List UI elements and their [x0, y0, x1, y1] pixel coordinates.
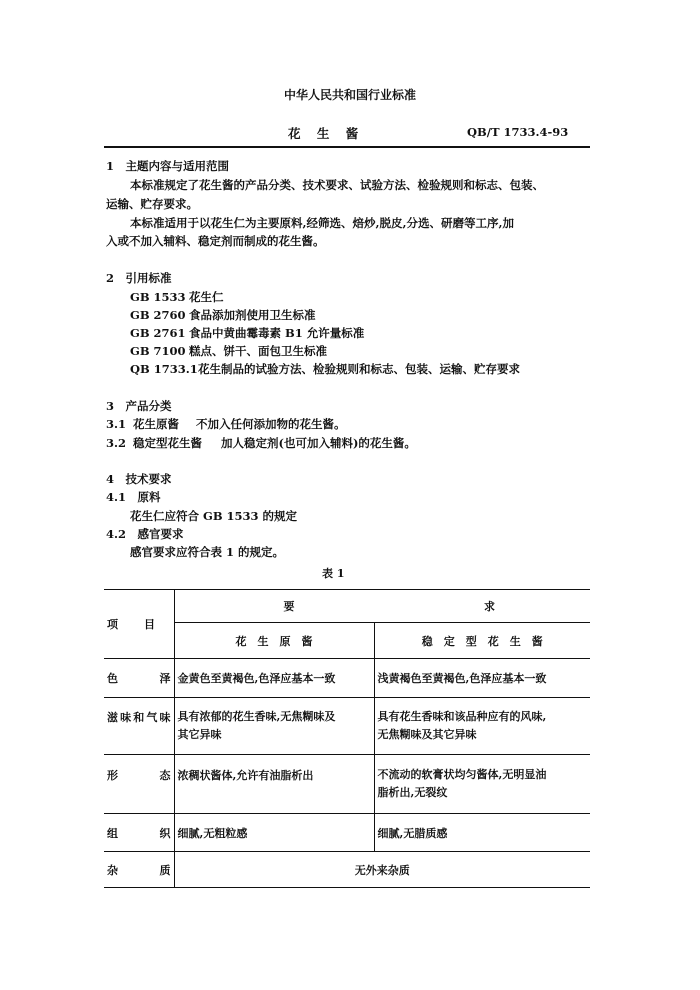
item-description: 不加入任何添加物的花生酱。	[196, 417, 346, 431]
row-label: 形态	[107, 769, 171, 782]
reference-code: QB 1733.1	[130, 362, 198, 376]
cell-line: 具有花生香味和该品种应有的风味,	[377, 710, 547, 723]
row-label-cell	[104, 755, 174, 814]
column-raw-peanut-butter	[174, 623, 374, 659]
reference-code: GB 2760	[130, 308, 186, 322]
table-row	[104, 659, 590, 698]
row-label: 组织	[107, 826, 171, 840]
table-header-row	[104, 590, 590, 623]
table-cell: 细腻,无腊质感	[374, 814, 590, 852]
table-cell: 浅黄褐色至黄褐色,色泽应基本一致	[374, 659, 590, 698]
section-1-p2-line1: 本标准适用于以花生仁为主要原料,经筛选、焙炒,脱皮,分选、研磨等工序,加	[130, 216, 515, 230]
subsection-4-1-text: 花生仁应符合 GB 1533 的规定	[130, 509, 298, 523]
reference-title: 食品添加剂使用卫生标准	[189, 308, 316, 322]
section-1-p1-line2: 运输、贮存要求。	[106, 197, 198, 211]
reference-code: GB 1533	[130, 290, 186, 304]
cell-line: 其它异味	[177, 728, 222, 741]
column-raw-peanut-butter-label: 花 生 原 酱	[235, 634, 313, 648]
item-term: 稳定型花生酱	[133, 436, 202, 450]
table-cell	[374, 698, 590, 755]
section-1-p1-line1: 本标准规定了花生酱的产品分类、技术要求、试验方法、检验规则和标志、包装、	[130, 178, 544, 192]
row-label: 色泽	[107, 672, 171, 685]
row-label: 滋味和气味	[107, 711, 171, 724]
requirement-header-cell	[174, 590, 590, 623]
reference-title: 食品中黄曲霉毒素 B1 允许量标准	[189, 326, 365, 340]
item-description: 加人稳定剂(也可加入辅料)的花生酱。	[221, 436, 416, 450]
subsection-4-1-heading: 4.1 原料	[106, 490, 161, 504]
subsection-4-2-heading: 4.2 感官要求	[106, 527, 184, 541]
requirement-header-right: 求	[484, 600, 495, 613]
header-rule	[104, 146, 590, 148]
row-label: 杂质	[107, 863, 171, 877]
section-2-heading: 2 引用标准	[106, 271, 172, 285]
table-row	[104, 755, 590, 814]
table-caption: 表 1	[322, 567, 345, 580]
item-header-cell	[104, 590, 174, 659]
item-term: 花生原酱	[133, 417, 179, 431]
table-cell: 金黄色至黄褐色,色泽应基本一致	[174, 659, 374, 698]
item-number: 3.1	[106, 417, 127, 431]
standard-code: QB/T 1733.4-93	[467, 125, 569, 139]
table-cell: 浓稠状酱体,允许有油脂析出	[174, 755, 374, 814]
table-cell	[174, 698, 374, 755]
sensory-requirements-table	[104, 589, 590, 888]
section-3-heading: 3 产品分类	[106, 399, 172, 413]
cell-line: 具有浓郁的花生香味,无焦糊味及	[177, 710, 336, 723]
reference-code: GB 7100	[130, 344, 186, 358]
subsection-4-2-text: 感官要求应符合表 1 的规定。	[130, 545, 285, 559]
row-label-cell	[104, 852, 174, 888]
item-header-label: 项 目	[107, 618, 155, 631]
column-stabilized-peanut-butter-label: 稳 定 型 花 生 酱	[421, 634, 543, 648]
section-1-p2-line2: 入或不加入辅料、稳定剂而制成的花生酱。	[106, 234, 325, 248]
row-label-cell	[104, 659, 174, 698]
table-subheader-row	[104, 623, 590, 659]
row-label-cell	[104, 698, 174, 755]
document-title: 花 生 酱	[288, 126, 365, 141]
reference-code: GB 2761	[130, 326, 186, 340]
standard-category: 中华人民共和国行业标准	[283, 88, 416, 102]
reference-title: 糕点、饼干、面包卫生标准	[189, 344, 327, 358]
reference-title: 花生制品的试验方法、检验规则和标志、包装、运输、贮存要求	[198, 362, 520, 376]
table-row	[104, 698, 590, 755]
reference-title: 花生仁	[189, 290, 224, 304]
cell-line: 脂析出,无裂纹	[377, 786, 448, 799]
table-cell	[374, 755, 590, 814]
table-row	[104, 852, 590, 888]
column-stabilized-peanut-butter	[374, 623, 590, 659]
row-label-cell	[104, 814, 174, 852]
section-4-heading: 4 技术要求	[106, 472, 172, 486]
cell-line: 无焦糊味及其它异味	[377, 728, 477, 741]
merged-table-cell: 无外来杂质	[174, 852, 590, 888]
item-number: 3.2	[106, 436, 127, 450]
requirement-header-left: 要	[283, 600, 295, 613]
section-1-heading: 1 主题内容与适用范围	[106, 159, 230, 173]
table-cell: 细腻,无粗粒感	[174, 814, 374, 852]
cell-line: 不流动的软膏状均匀酱体,无明显油	[377, 768, 547, 781]
table-row	[104, 814, 590, 852]
